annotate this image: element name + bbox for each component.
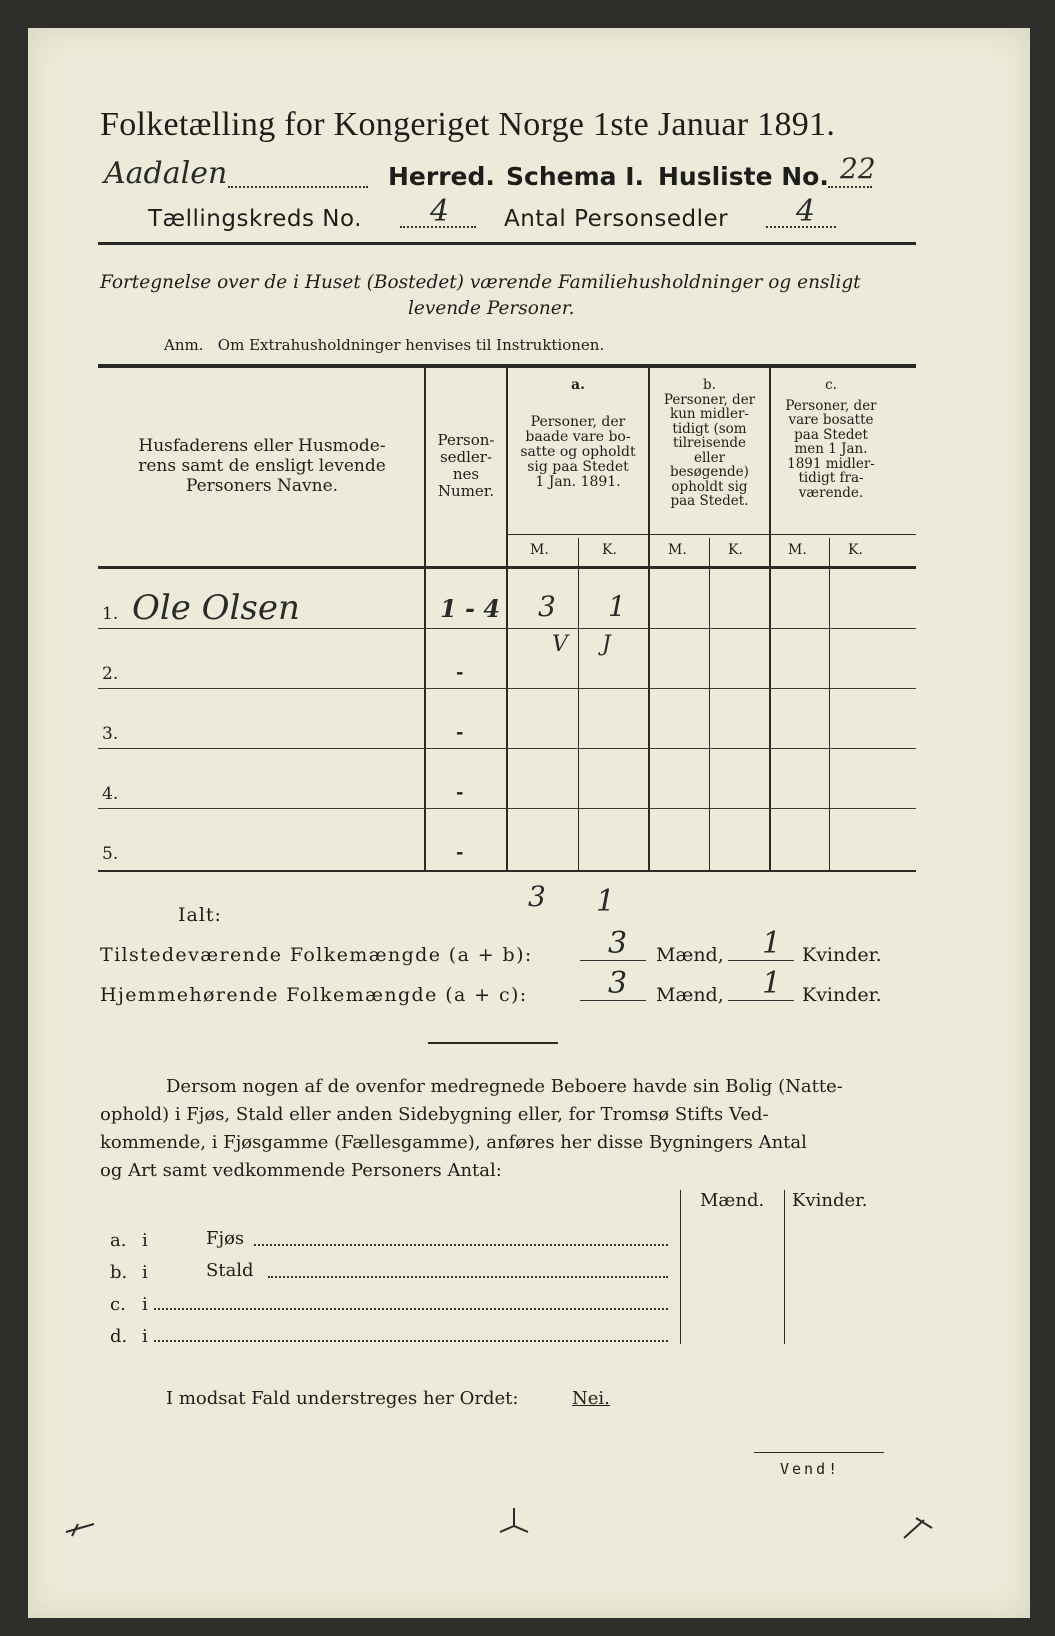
row1-a-k: 1: [608, 590, 626, 623]
ialt-label: Ialt:: [178, 904, 222, 926]
row1-name: Ole Olsen: [132, 588, 300, 628]
modsat-label: I modsat Fald understreges her Ordet:: [166, 1388, 519, 1409]
header-c: [771, 378, 891, 500]
header-b: [650, 378, 769, 509]
modsat-word: Nei.: [572, 1388, 610, 1409]
header-b-line3: tidigt (som: [672, 420, 747, 437]
c-m-label: M.: [788, 542, 807, 558]
header-c-line4: men 1 Jan.: [794, 441, 868, 457]
item-c-prep: i: [142, 1294, 148, 1315]
header-c-line3: paa Stedet: [794, 426, 868, 443]
header-numer-line2: sedler-: [439, 448, 493, 466]
a-k-label: K.: [602, 542, 617, 558]
row1-a-m: 3: [538, 590, 556, 623]
header-a-line5: 1 Jan. 1891.: [535, 474, 621, 490]
ialt-k: 1: [596, 884, 616, 919]
anm-note: Anm. Om Extrahusholdninger henvises til Instruktionen.: [164, 336, 605, 354]
corner-mark-left-icon: [64, 1512, 104, 1542]
header-a: [508, 378, 648, 490]
header-a-line2: baade vare bo-: [525, 429, 631, 445]
hjemme-k: 1: [762, 966, 782, 1001]
footer-para-line2: ophold) i Fjøs, Stald eller anden Sidebygning eller, for Tromsø Stifts Ved-: [100, 1104, 769, 1125]
header-c-line7: værende.: [798, 484, 864, 501]
hjemme-m: 3: [608, 966, 628, 1001]
footer-para-line3: kommende, i Fjøsgamme (Fællesgamme), anføres her disse Bygningers Antal: [100, 1132, 807, 1153]
item-a-dots: [254, 1244, 668, 1246]
kreds-dots: [400, 226, 476, 228]
header-c-line2: vare bosatte: [788, 412, 874, 428]
row4-numer: -: [456, 782, 464, 803]
header-b-line7: opholdt sig: [671, 478, 748, 495]
hjemme-k-line: [728, 1000, 794, 1001]
header-names: [104, 436, 420, 496]
hjemme-m-line: [580, 1000, 646, 1001]
husliste-label: Husliste No.: [658, 162, 829, 191]
row1-numer: 1 - 4: [440, 594, 501, 623]
a-m-label: M.: [530, 542, 549, 558]
header-a-line3: satte og opholdt: [520, 444, 636, 460]
hjemme-maend: Mænd,: [656, 984, 724, 1006]
header-rule: [98, 242, 916, 245]
intro-line2: levende Personer.: [408, 298, 575, 319]
item-b-dots: [268, 1276, 668, 1278]
row1-line: [98, 628, 916, 629]
footer-para-line4: og Art samt vedkommende Personers Antal:: [100, 1160, 502, 1181]
hjemme-label: Hjemmehørende Folkemængde (a + c):: [100, 984, 528, 1006]
header-numer-line3: nes: [452, 465, 480, 483]
header-b-line2: kun midler-: [670, 406, 749, 422]
header-a-line1: Personer, der: [530, 414, 626, 430]
item-c-letter: c.: [110, 1294, 126, 1315]
herred-dots: [228, 186, 368, 188]
item-b-prep: i: [142, 1262, 148, 1283]
footer-maend-header: Mænd.: [700, 1190, 765, 1211]
header-names-line1: Husfaderens eller Husmode-: [138, 436, 386, 456]
col-divider-c-mk: [829, 538, 830, 870]
vend-rule: [754, 1452, 884, 1453]
corner-mark-right-icon: [898, 1510, 938, 1544]
row1-a-m-check: V: [552, 632, 568, 657]
tilstede-k-line: [728, 960, 794, 961]
hjemme-kvinder: Kvinder.: [802, 984, 882, 1006]
item-c-dots: [154, 1308, 668, 1310]
row4-line: [98, 808, 916, 809]
item-d-dots: [154, 1340, 668, 1342]
row2-line: [98, 688, 916, 689]
row3-numer: -: [456, 722, 464, 743]
table-bottom-rule: [98, 870, 916, 872]
census-form-page: [28, 28, 1030, 1618]
header-numer-line1: Person-: [437, 431, 495, 449]
header-c-line6: tidigt fra-: [798, 470, 864, 486]
row2-numer: -: [456, 662, 464, 683]
tilstede-maend: Mænd,: [656, 944, 724, 966]
item-a-letter: a.: [110, 1230, 127, 1251]
c-k-label: K.: [848, 542, 863, 558]
header-numer: [426, 432, 506, 500]
row3-line: [98, 748, 916, 749]
tilstede-m-line: [580, 960, 646, 961]
row1-a-k-check: J: [602, 632, 611, 657]
row2-num: 2.: [102, 664, 119, 684]
row5-numer: -: [456, 842, 464, 863]
header-b-line4: tilreisende: [672, 435, 747, 451]
husliste-value: 22: [840, 152, 876, 185]
footer-col-divider-2: [784, 1190, 785, 1344]
schema-label: Schema I.: [506, 162, 645, 191]
header-c-line5: 1891 midler-: [787, 455, 875, 472]
item-b-name: Stald: [206, 1260, 254, 1281]
form-title: Folketælling for Kongeriget Norge 1ste Januar 1891.: [100, 106, 836, 143]
header-c-letter: c.: [825, 377, 837, 393]
herred-value: Aadalen: [104, 156, 228, 191]
header-a-letter: a.: [571, 377, 585, 393]
b-k-label: K.: [728, 542, 743, 558]
husliste-dots: [828, 186, 872, 188]
header-names-line3: Personers Navne.: [185, 476, 339, 496]
header-b-letter: b.: [703, 377, 716, 393]
intro-line1: Fortegnelse over de i Huset (Bostedet) værende Familiehusholdninger og ensligt: [100, 272, 861, 293]
row1-num: 1.: [102, 604, 119, 624]
header-numer-line4: Numer.: [437, 482, 495, 500]
footer-kvinder-header: Kvinder.: [792, 1190, 868, 1211]
header-b-line6: besøgende): [670, 464, 749, 480]
corner-mark-center-icon: [494, 1504, 534, 1538]
b-m-label: M.: [668, 542, 687, 558]
antal-dots: [766, 226, 836, 228]
row3-num: 3.: [102, 724, 119, 744]
item-a-name: Fjøs: [206, 1228, 245, 1249]
header-c-line1: Personer, der: [785, 397, 877, 414]
vend-text: Vend!: [780, 1460, 841, 1478]
item-a-prep: i: [142, 1230, 148, 1251]
tilstede-m: 3: [608, 926, 628, 961]
item-b-letter: b.: [110, 1262, 128, 1283]
kreds-label: Tællingskreds No.: [148, 206, 362, 232]
header-a-line4: sig paa Stedet: [527, 459, 629, 475]
mk-top-rule: [506, 534, 916, 535]
footer-para-line1: Dersom nogen af de ovenfor medregnede Beboere havde sin Bolig (Natte-: [166, 1076, 843, 1097]
ialt-m: 3: [528, 880, 546, 913]
header-names-line2: rens samt de ensligt levende: [138, 456, 386, 476]
item-d-letter: d.: [110, 1326, 128, 1347]
item-d-prep: i: [142, 1326, 148, 1347]
header-b-line1: Personer, der: [663, 391, 756, 408]
col-divider-a-mk: [578, 538, 579, 870]
separator-rule: [428, 1042, 558, 1044]
row4-num: 4.: [102, 784, 119, 804]
footer-col-divider-1: [680, 1190, 681, 1344]
kreds-value: 4: [430, 194, 450, 229]
row5-num: 5.: [102, 844, 119, 864]
tilstede-k: 1: [762, 926, 782, 961]
header-b-line8: paa Stedet.: [670, 493, 749, 509]
tilstede-kvinder: Kvinder.: [802, 944, 882, 966]
tilstede-label: Tilstedeværende Folkemængde (a + b):: [100, 944, 533, 966]
header-b-line5: eller: [693, 449, 726, 466]
antal-label: Antal Personsedler: [504, 206, 729, 232]
herred-label: Herred.: [388, 162, 495, 191]
antal-value: 4: [796, 194, 816, 229]
col-divider-b-mk: [709, 538, 710, 870]
